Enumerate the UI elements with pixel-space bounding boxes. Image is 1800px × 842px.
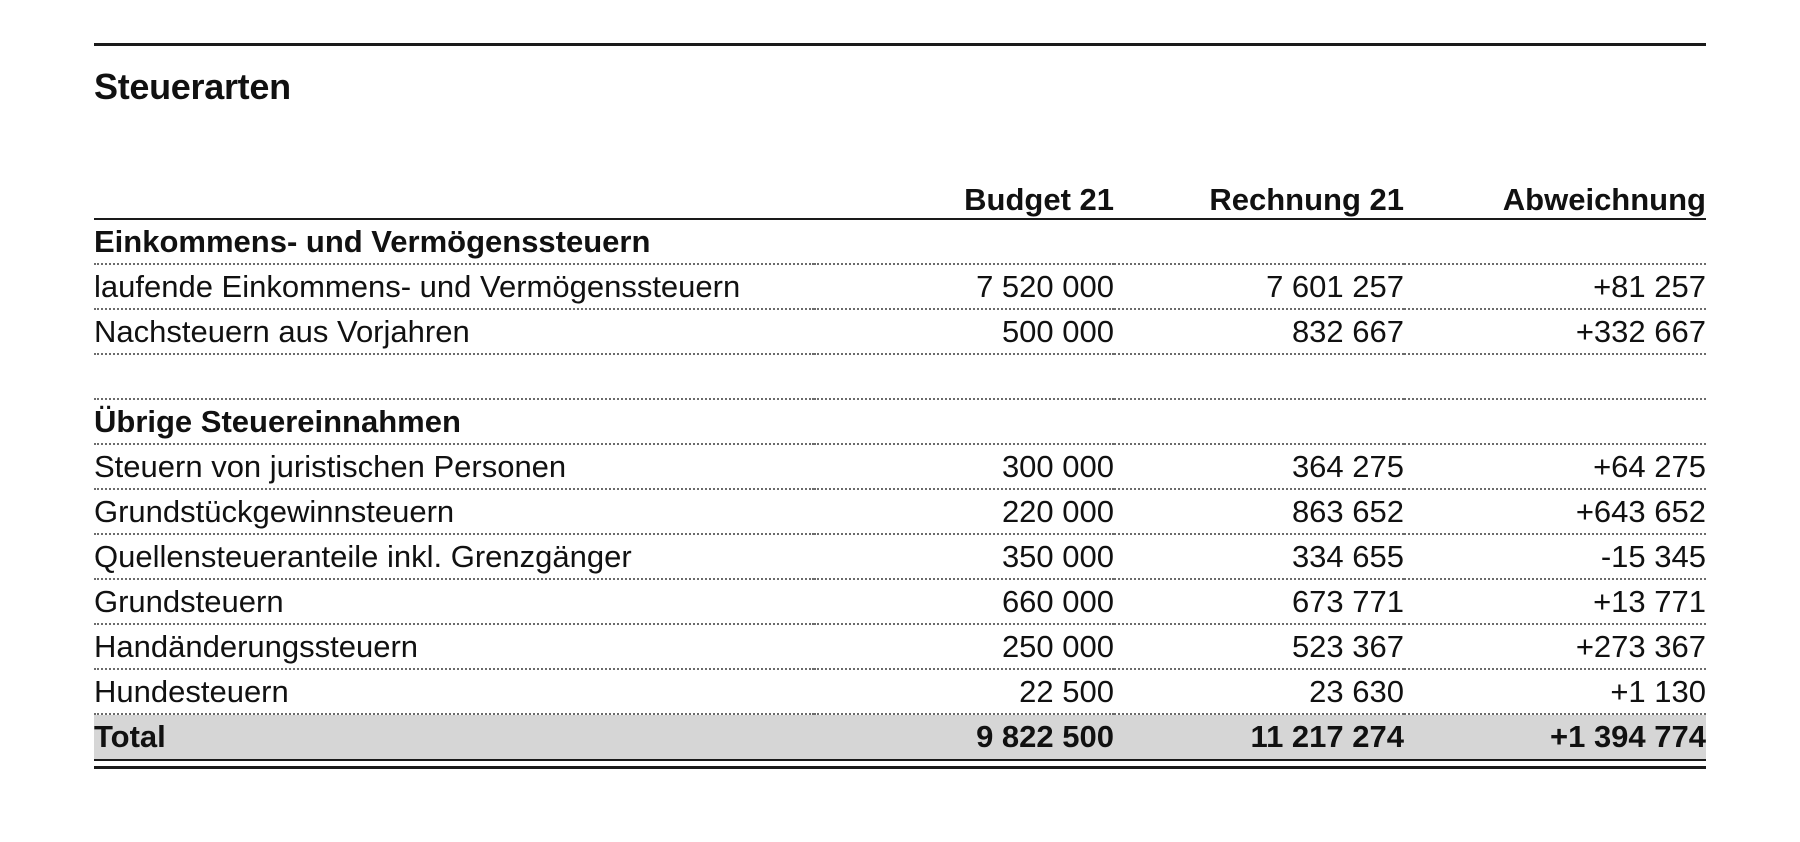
table-row [94, 309, 1706, 354]
row-label: Grundstückgewinnsteuern [94, 489, 814, 534]
cell-rechnung: 364 275 [1114, 444, 1404, 489]
cell-abweichung: -15 345 [1404, 534, 1706, 579]
cell-budget: 660 000 [814, 579, 1114, 624]
cell-rechnung: 863 652 [1114, 489, 1404, 534]
cell-rechnung: 23 630 [1114, 669, 1404, 714]
bottom-rule [94, 766, 1706, 769]
row-label: Grundsteuern [94, 579, 814, 624]
column-header-rechnung: Rechnung 21 [1114, 174, 1404, 219]
table-header-row [94, 174, 1706, 219]
tax-table-figure [94, 43, 1706, 754]
cell-abweichung: +13 771 [1404, 579, 1706, 624]
total-budget: 9 822 500 [814, 714, 1114, 760]
section-heading: Übrige Steuereinnahmen [94, 399, 1706, 444]
table-row [94, 669, 1706, 714]
cell-abweichung: +273 367 [1404, 624, 1706, 669]
table-row [94, 534, 1706, 579]
cell-abweichung: +81 257 [1404, 264, 1706, 309]
cell-budget: 220 000 [814, 489, 1114, 534]
table-row [94, 579, 1706, 624]
cell-budget: 7 520 000 [814, 264, 1114, 309]
cell-budget: 250 000 [814, 624, 1114, 669]
cell-budget: 22 500 [814, 669, 1114, 714]
row-label: laufende Einkommens- und Vermögenssteuern [94, 264, 814, 309]
total-rechnung: 11 217 274 [1114, 714, 1404, 760]
cell-abweichung: +332 667 [1404, 309, 1706, 354]
column-header-abweichung: Abweichnung [1404, 174, 1706, 219]
column-header-budget: Budget 21 [814, 174, 1114, 219]
section-heading-row [94, 219, 1706, 264]
cell-rechnung: 523 367 [1114, 624, 1404, 669]
total-abweichung: +1 394 774 [1404, 714, 1706, 760]
spacer-cell [94, 354, 1706, 399]
column-header-label [94, 174, 814, 219]
total-row [94, 714, 1706, 760]
top-rule [94, 43, 1706, 46]
cell-budget: 350 000 [814, 534, 1114, 579]
cell-rechnung: 334 655 [1114, 534, 1404, 579]
cell-rechnung: 7 601 257 [1114, 264, 1404, 309]
cell-rechnung: 832 667 [1114, 309, 1404, 354]
table-row [94, 624, 1706, 669]
spacer-row [94, 354, 1706, 399]
cell-abweichung: +64 275 [1404, 444, 1706, 489]
section-heading-row [94, 399, 1706, 444]
row-label: Nachsteuern aus Vorjahren [94, 309, 814, 354]
table-row [94, 489, 1706, 534]
cell-rechnung: 673 771 [1114, 579, 1404, 624]
section-heading: Einkommens- und Vermögenssteuern [94, 219, 1706, 264]
row-label: Quellensteueranteile inkl. Grenzgänger [94, 534, 814, 579]
cell-abweichung: +643 652 [1404, 489, 1706, 534]
row-label: Steuern von juristischen Personen [94, 444, 814, 489]
table-row [94, 444, 1706, 489]
page-title: Steuerarten [94, 66, 291, 107]
tax-table [94, 174, 1706, 761]
row-label: Handänderungssteuern [94, 624, 814, 669]
total-label: Total [94, 714, 814, 760]
row-label: Hundesteuern [94, 669, 814, 714]
cell-budget: 300 000 [814, 444, 1114, 489]
cell-budget: 500 000 [814, 309, 1114, 354]
table-row [94, 264, 1706, 309]
cell-abweichung: +1 130 [1404, 669, 1706, 714]
